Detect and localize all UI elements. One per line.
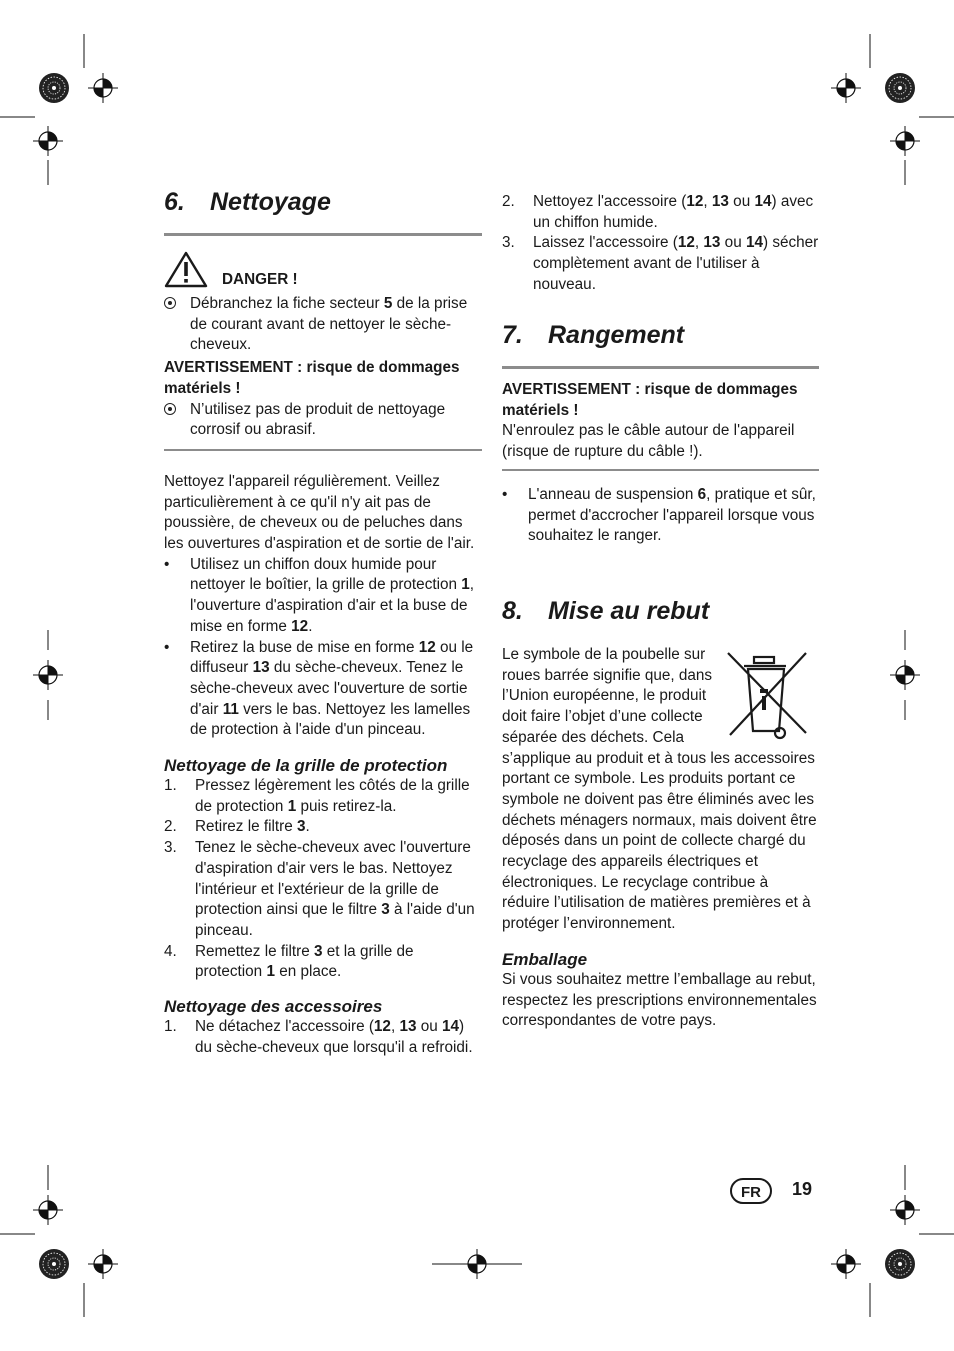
- left-column: [164, 251, 482, 1059]
- target-bullet-icon: [164, 403, 176, 415]
- grille-step: 1. Pressez légèrement les côtés de la grille de protection 1 puis retirez-la.: [164, 777, 470, 815]
- warning-end-rule: [502, 469, 819, 471]
- page-number: 19: [792, 1179, 813, 1199]
- storage-bullet: • L'anneau de suspension 6, pratique et sûr, permet d'accrocher l'appareil lorsque vous souhaitez le ranger.: [502, 485, 816, 545]
- grille-step: 4. Remettez le filtre 3 et la grille de protection 1 en place.: [164, 942, 414, 981]
- warning-title: AVERTISSEMENT : risque de dommages matériels !: [502, 381, 798, 419]
- danger-label: DANGER !: [222, 271, 298, 289]
- cleaning-step-bullet: • Utilisez un chiffon doux humide pour nettoyer le boîtier, la grille de protection 1, l'ouverture d'aspiration d'air et la buse de mise en forme 12.: [164, 555, 475, 635]
- right-column-top: [502, 192, 820, 296]
- target-bullet-icon: [164, 297, 176, 309]
- packaging-text: Si vous souhaitez mettre l’emballage au rebut, respectez les prescriptions environnementales correspondantes de votre pays.: [502, 970, 817, 1030]
- section-6-heading: [164, 188, 331, 217]
- section-6-number: 6.: [164, 188, 185, 216]
- warning-text: N'enroulez pas le câble autour de l'appareil (risque de rupture du câble !).: [502, 422, 795, 461]
- section-8-number: 8.: [502, 597, 523, 625]
- section-7-body: [502, 380, 820, 547]
- accessory-step: 1. Ne détachez l'accessoire (12, 13 ou 14) du sèche-cheveux que lorsqu'il a refroidi.: [164, 1018, 473, 1056]
- section-6-title: Nettoyage: [210, 188, 331, 216]
- accessory-step: 2. Nettoyez l'accessoire (12, 13 ou 14) avec un chiffon humide.: [502, 193, 814, 231]
- crossed-bin-icon: [726, 651, 812, 743]
- section-6-rule: [164, 233, 482, 236]
- cleaning-intro: Nettoyez l'appareil régulièrement. Veillez particulièrement à ce qu'il n'y ait pas de poussière, de cheveux ou de peluches dans les ouvertures d'aspiration et de sortie de l'air.: [164, 472, 475, 553]
- accessories-subheading: Nettoyage des accessoires: [164, 997, 383, 1017]
- accessory-step: 3. Laissez l'accessoire (12, 13 ou 14) sécher complètement avant de l'utiliser à nouveau.: [502, 234, 819, 293]
- cleaning-step-bullet: • Retirez la buse de mise en forme 12 ou le diffuseur 13 du sèche-cheveux. Tenez le sèche-cheveux avec l'ouverture de sortie d'air 11 vers le bas. Nettoyez les lamelles de protection à l'aide d'un pinceau.: [164, 638, 474, 739]
- language-badge: FR: [730, 1178, 772, 1204]
- warning-title: AVERTISSEMENT : risque de dommages matériels !: [164, 359, 460, 397]
- warning-end-rule: [164, 449, 482, 451]
- section-7-title: Rangement: [548, 321, 685, 349]
- section-8-body: [502, 645, 820, 1032]
- warning-instruction: N’utilisez pas de produit de nettoyage corrosif ou abrasif.: [164, 400, 482, 441]
- section-8-title: Mise au rebut: [548, 597, 710, 625]
- danger-header: [164, 251, 482, 289]
- packaging-subheading: Emballage: [502, 949, 588, 969]
- section-7-rule: [502, 366, 819, 369]
- danger-instruction: Débranchez la fiche secteur 5 de la prise de courant avant de nettoyer le sèche-cheveux.: [164, 294, 482, 356]
- section-7-heading: [502, 321, 684, 350]
- grille-step: 2. Retirez le filtre 3.: [164, 818, 310, 836]
- grille-subheading: Nettoyage de la grille de protection: [164, 756, 448, 776]
- disposal-text: Le symbole de la poubelle sur roues barrée signifie que, dans l’Union européenne, le produit doit faire l’objet d’une collecte séparée des déchets. Cela s’applique au produit et à tous les accessoires portant ce symbole. Les produits portant ce symbole ne doivent pas être éliminés avec les déchets ménagers normaux, mais doivent être déposés dans un point de collecte chargé du recyclage des appareils électriques et électroniques. Le recyclage contribue à réduire l’utilisation de matières premières et à protéger l’environnement.: [502, 646, 817, 933]
- warning-triangle-icon: [164, 251, 208, 289]
- section-8-heading: [502, 597, 709, 626]
- section-7-number: 7.: [502, 321, 523, 349]
- grille-step: 3. Tenez le sèche-cheveux avec l'ouverture d'aspiration d'air vers le bas. Nettoyez l'intérieur et l'extérieur de la grille de protection ainsi que le filtre 3 à l'aide d'un pinceau.: [164, 839, 475, 939]
